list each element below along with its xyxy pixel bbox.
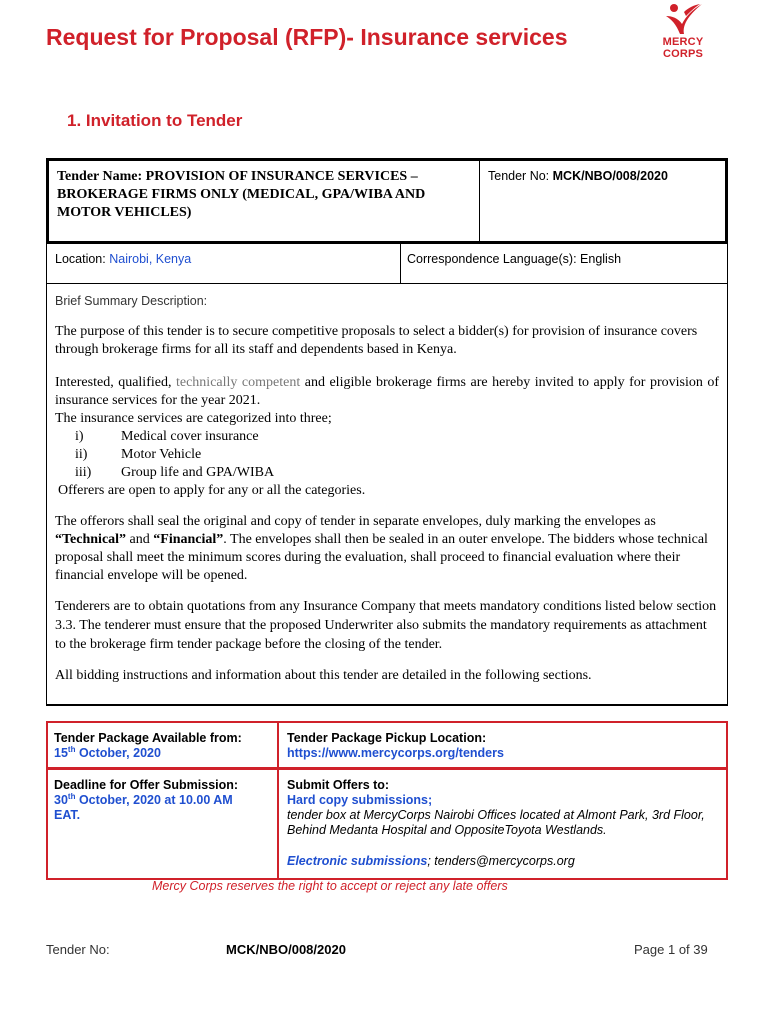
summary-paragraph-envelopes: The offerors shall seal the original and copy of tender in separate envelopes, duly marking the envelopes as “Technical” and “Financial”. The envelopes shall then be sealed in an outer envelope. The bidders whose technical proposal shall meet the minimum scores during the evaluation, shall proceed to financial evaluation where their financial envelope will be opened. bbox=[55, 514, 708, 583]
location: Location: Nairobi, Kenya bbox=[47, 244, 401, 283]
page-title: Request for Proposal (RFP)- Insurance services bbox=[46, 24, 568, 50]
deadline: Deadline for Offer Submission: 30th October, 2020 at 10.00 AM EAT. bbox=[48, 770, 279, 878]
summary-box bbox=[46, 283, 728, 706]
category-label: Group life and GPA/WIBA bbox=[121, 465, 275, 480]
logo-text: MERCY CORPS bbox=[662, 36, 704, 60]
summary-label: Brief Summary Description: bbox=[55, 294, 208, 308]
category-num: i) bbox=[75, 429, 84, 444]
page-number: Page 1 of 39 bbox=[634, 942, 708, 957]
location-row bbox=[46, 243, 728, 284]
tenders-link[interactable]: https://www.mercycorps.org/tenders bbox=[287, 746, 504, 760]
category-num: ii) bbox=[75, 447, 88, 462]
footer-tender-label: Tender No: bbox=[46, 942, 110, 957]
summary-paragraph-invitation: Interested, qualified, technically competent and eligible brokerage firms are hereby invited to apply for provision of insurance services for the year 2021. bbox=[55, 375, 720, 408]
categories-intro: The insurance services are categorized into three; bbox=[55, 411, 332, 426]
logo-figure-icon bbox=[662, 2, 704, 36]
summary-paragraph-instructions: All bidding instructions and information about this tender are detailed in the following sections. bbox=[55, 668, 592, 683]
correspondence-language: Correspondence Language(s): English bbox=[407, 252, 622, 266]
late-offers-note: Mercy Corps reserves the right to accept or reject any late offers bbox=[152, 879, 508, 893]
categories-note: Offerers are open to apply for any or all the categories. bbox=[58, 483, 366, 498]
category-label: Motor Vehicle bbox=[121, 447, 202, 462]
footer-tender-number: MCK/NBO/008/2020 bbox=[226, 942, 346, 957]
section-heading: 1. Invitation to Tender bbox=[67, 111, 243, 130]
category-label: Medical cover insurance bbox=[121, 429, 259, 444]
package-pickup: Tender Package Pickup Location: https://www.mercycorps.org/tenders bbox=[279, 723, 726, 769]
submit-offers: Submit Offers to: Hard copy submissions; tender box at MercyCorps Nairobi Offices located at Almont Park, 3rd Floor, Behind Medanta Hospital and OppositeToyota Westlands. Electronic submissions; tenders@mercycorps.org bbox=[279, 770, 726, 877]
hardcopy-address: tender box at MercyCorps Nairobi Offices located at Almont Park, 3rd Floor, Behind Medanta Hospital and OppositeToyota Westlands. bbox=[287, 808, 705, 837]
tender-name: Tender Name: PROVISION OF INSURANCE SERVICES – BROKERAGE FIRMS ONLY (MEDICAL, GPA/WIBA AND MOTOR VEHICLES) bbox=[49, 161, 480, 241]
submission-row bbox=[46, 768, 728, 880]
package-row bbox=[46, 721, 728, 769]
category-num: iii) bbox=[75, 465, 92, 480]
tender-name-row bbox=[46, 158, 728, 244]
summary-paragraph-quotations: Tenderers are to obtain quotations from any Insurance Company that meets mandatory conditions listed below section 3.3. The tenderer must ensure that the proposed Underwriter also submits the mandatory requirements as attachment to the brokerage firm tender package before the closing of the tender. bbox=[55, 599, 717, 652]
summary-paragraph-purpose: The purpose of this tender is to secure competitive proposals to select a bidder(s) for provision of insurance covers through brokerage firms for all its staff and dependents based in Kenya. bbox=[55, 324, 698, 357]
mercy-corps-logo bbox=[648, 2, 718, 62]
tender-number: Tender No: MCK/NBO/008/2020 bbox=[488, 169, 668, 183]
electronic-submission: Electronic submissions; tenders@mercycorps.org bbox=[287, 854, 575, 868]
package-available: Tender Package Available from: 15th October, 2020 bbox=[48, 723, 279, 767]
